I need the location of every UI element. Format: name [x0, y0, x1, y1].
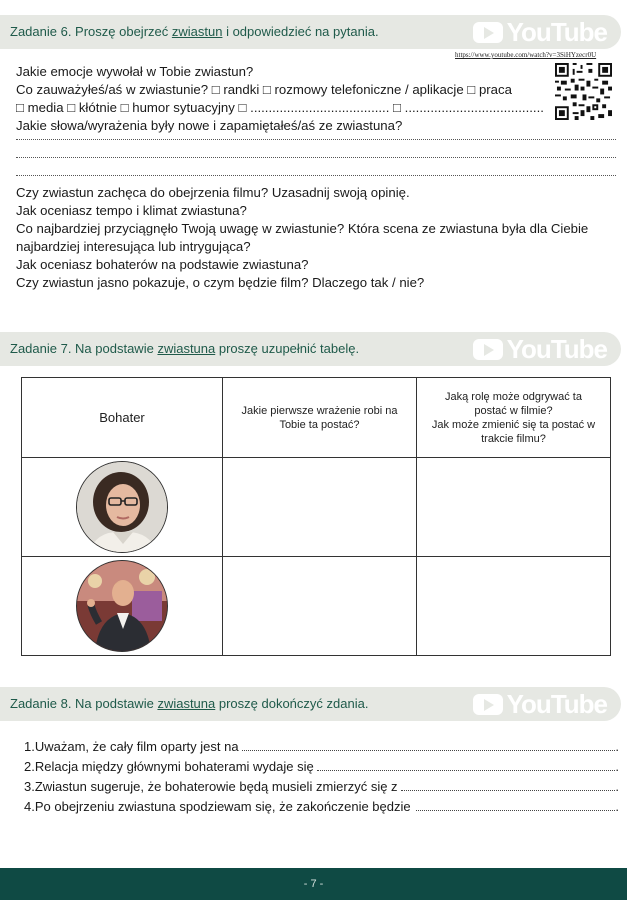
col-header-impression	[223, 378, 417, 458]
task6-title-tail: i odpowiedzieć na pytania.	[222, 24, 379, 39]
task8-trailer-link[interactable]: zwiastuna	[157, 696, 216, 711]
answer-line[interactable]	[16, 175, 616, 176]
answer-line[interactable]	[242, 750, 615, 751]
item-text: Uważam, że cały film oparty jest na	[34, 739, 239, 754]
role-answer-1[interactable]	[417, 458, 611, 557]
task6-title-text: Zadanie 6. Proszę obejrzeć	[10, 24, 172, 39]
col-header-role-text: Jaką rolę może odgrywać ta postać w filmie?	[445, 390, 582, 417]
youtube-logo-icon	[473, 333, 607, 364]
task6-trailer-link[interactable]: zwiastun	[171, 24, 223, 39]
youtube-play-icon	[473, 22, 503, 43]
youtube-wordmark: YouTube	[506, 688, 607, 719]
list-item: 3.Zwiastun sugeruje, że bohaterowie będą musieli zmierzyć się z .	[24, 779, 619, 794]
role-answer-2[interactable]	[417, 557, 611, 656]
task7-header	[0, 332, 621, 366]
item-number: 1.	[24, 739, 35, 754]
list-item: 1.Uważam, że cały film oparty jest na .	[24, 739, 619, 754]
question-new-words: Jakie słowa/wyrażenia były nowe i zapamiętałeś/aś ze zwiastuna?	[16, 118, 403, 133]
question-emotions: Jakie emocje wywołał w Tobie zwiastun?	[16, 64, 254, 79]
task7-title-text: Zadanie 7. Na podstawie	[10, 341, 158, 356]
youtube-wordmark: YouTube	[506, 16, 607, 47]
youtube-wordmark: YouTube	[506, 333, 607, 364]
question-characters: Jak oceniasz bohaterów na podstawie zwiastuna?	[16, 257, 309, 272]
answer-line[interactable]	[16, 139, 616, 140]
col-header-impression-text: Jakie pierwsze wrażenie robi na Tobie ta postać?	[241, 404, 398, 431]
question-noticed: Co zauważyłeś/aś w zwiastunie? □ randki □ rozmowy telefoniczne / aplikacje □ praca	[16, 82, 512, 97]
task8-title	[10, 696, 368, 711]
question-encourage: Czy zwiastun zachęca do obejrzenia filmu? Uzasadnij swoją opinię.	[16, 185, 410, 200]
task6-title	[10, 24, 379, 39]
item-text: Zwiastun sugeruje, że bohaterowie będą musieli zmierzyć się z	[34, 779, 398, 794]
question-attention-cont: najbardziej interesująca lub intrygująca?	[16, 239, 251, 254]
youtube-play-icon	[473, 339, 503, 360]
character-cell-1	[22, 458, 223, 557]
page-number: - 7 -	[303, 878, 324, 890]
item-number: 4.	[24, 799, 35, 814]
task8-title-tail: proszę dokończyć zdania.	[215, 696, 369, 711]
answer-line[interactable]	[401, 790, 615, 791]
page-footer	[0, 868, 627, 900]
col-header-role	[417, 378, 611, 458]
characters-table	[21, 377, 611, 656]
task7-title-tail: proszę uzupełnić tabelę.	[215, 341, 360, 356]
character-cell-2	[22, 557, 223, 656]
answer-line[interactable]	[16, 157, 616, 158]
task6-questions-bottom	[16, 184, 588, 292]
impression-answer-2[interactable]	[223, 557, 417, 656]
youtube-play-icon	[473, 694, 503, 715]
item-text: Po obejrzeniu zwiastuna spodziewam się, że zakończenie będzie	[34, 799, 411, 814]
character-photo-man	[76, 560, 168, 652]
woman-portrait-icon	[77, 462, 167, 552]
question-tempo: Jak oceniasz tempo i klimat zwiastuna?	[16, 203, 247, 218]
question-attention: Co najbardziej przyciągnęło Twoją uwagę w zwiastunie? Która scena ze zwiastuna była dla Ciebie	[16, 221, 589, 236]
task6-header	[0, 15, 621, 49]
item-number: 3.	[24, 779, 35, 794]
youtube-logo-icon	[473, 16, 607, 47]
question-noticed-cont: □ media □ kłótnie □ humor sytuacyjny □ ...................................... □ ......................................	[16, 100, 544, 115]
man-portrait-icon	[77, 561, 167, 651]
youtube-logo-icon	[473, 688, 607, 719]
task8-title-text: Zadanie 8. Na podstawie	[10, 696, 158, 711]
list-item: 4.Po obejrzeniu zwiastuna spodziewam się, że zakończenie będzie .	[24, 799, 619, 814]
col-header-character: Bohater	[22, 378, 223, 458]
task8-header	[0, 687, 621, 721]
item-number: 2.	[24, 759, 35, 774]
sentence-completion-list	[24, 737, 619, 817]
character-photo-woman	[76, 461, 168, 553]
item-text: Relacja między głównymi bohaterami wydaje się	[34, 759, 314, 774]
answer-line[interactable]	[416, 810, 615, 811]
task6-questions-top	[16, 63, 544, 135]
answer-line[interactable]	[317, 770, 615, 771]
qr-code-icon	[555, 63, 612, 120]
question-clear: Czy zwiastun jasno pokazuje, o czym będzie film? Dlaczego tak / nie?	[16, 275, 425, 290]
list-item: 2.Relacja między głównymi bohaterami wydaje się .	[24, 759, 619, 774]
task7-trailer-link[interactable]: zwiastuna	[157, 341, 216, 356]
col-header-change-text: Jak może zmienić się ta postać w trakcie filmu?	[431, 418, 596, 445]
task7-title	[10, 341, 359, 356]
impression-answer-1[interactable]	[223, 458, 417, 557]
trailer-url-link[interactable]: https://www.youtube.com/watch?v=3SiHYzecr0U	[455, 51, 597, 59]
